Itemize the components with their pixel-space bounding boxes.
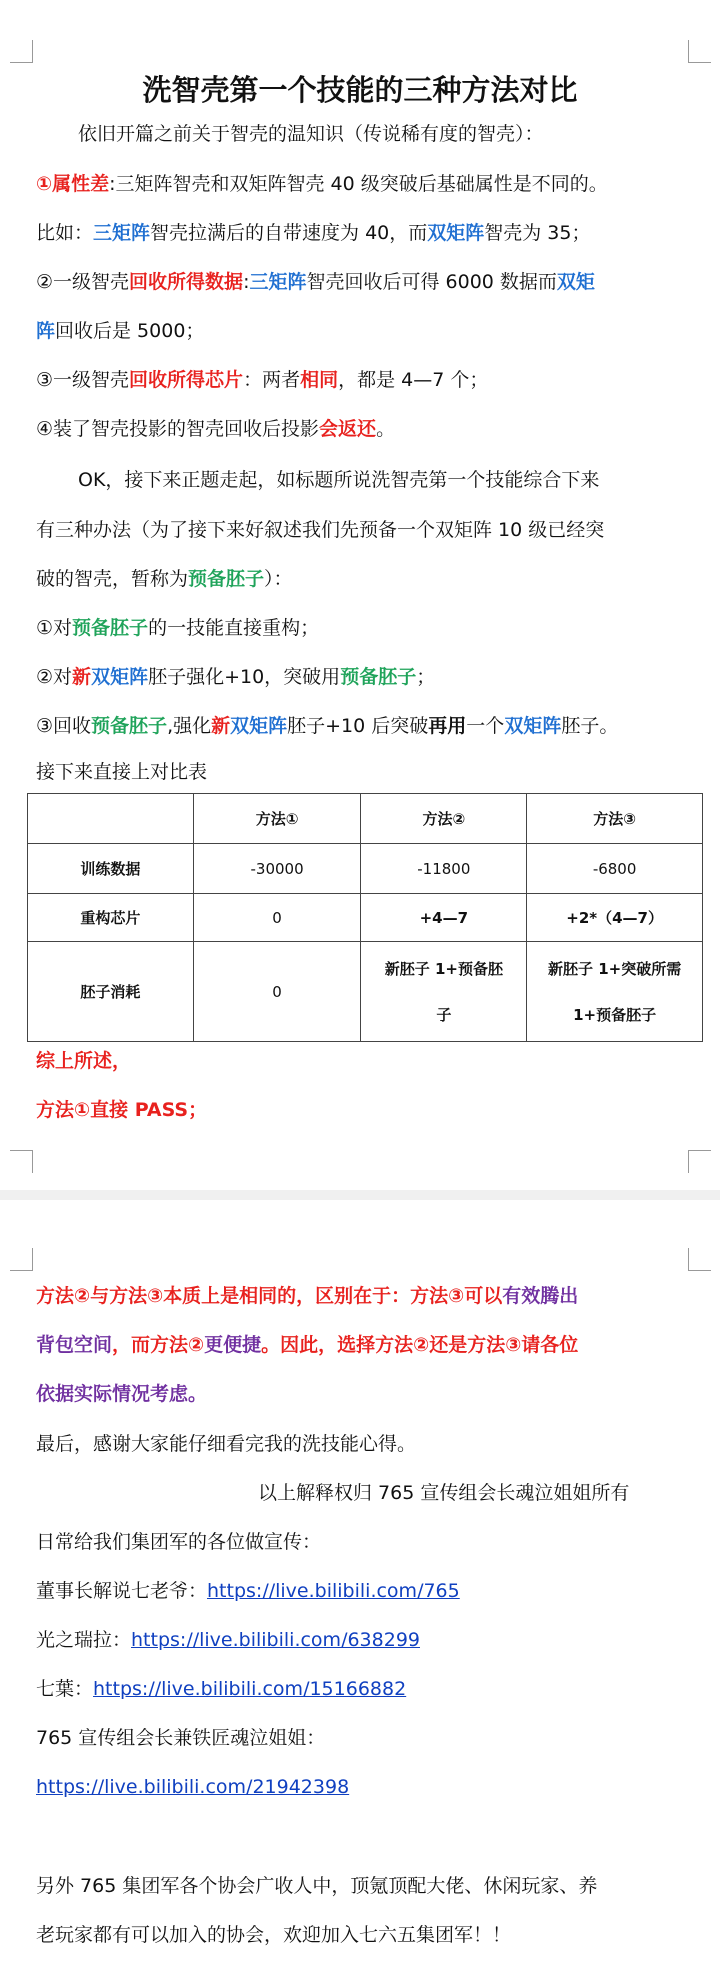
point-3: ③一级智壳回收所得芯片：两者相同，都是 4—7 个；: [36, 369, 489, 391]
page-corner-mark: [10, 1248, 33, 1271]
point-1-number: ①: [36, 173, 53, 195]
table-header-cell: 方法①: [193, 794, 361, 844]
table-row: [28, 894, 703, 942]
table-header-cell: 方法②: [361, 794, 527, 844]
bilibili-link[interactable]: https://live.bilibili.com/15166882: [93, 1678, 407, 1700]
table-row: [28, 942, 703, 1042]
comparison-table: [27, 793, 703, 1042]
promo-link-item: [36, 1773, 349, 1801]
point-4: ④装了智壳投影的智壳回收后投影会返还。: [36, 418, 396, 440]
page-corner-mark: [10, 1150, 33, 1173]
point-2: ②一级智壳回收所得数据:三矩阵智壳回收后可得 6000 数据而双矩: [36, 271, 595, 293]
table-row-label: 训练数据: [28, 844, 194, 894]
promo-link-item: 董事长解说七老爷：https://live.bilibili.com/765: [36, 1580, 460, 1602]
page-corner-mark: [688, 40, 711, 63]
method-2: ②对新双矩阵胚子强化+10，突破用预备胚子；: [36, 666, 436, 688]
table-intro: 接下来直接上对比表: [36, 761, 208, 783]
point-1: [36, 170, 608, 198]
ok-paragraph-line-2: 有三种办法（为了接下来好叙述我们先预备一个双矩阵 10 级已经突: [36, 519, 605, 541]
table-header-cell: 方法③: [527, 794, 703, 844]
promo-link-item: 光之瑞拉：https://live.bilibili.com/638299: [36, 1629, 420, 1651]
table-cell: 新胚子 1+突破所需 1+预备胚子: [527, 942, 703, 1042]
method-1: ①对预备胚子的一技能直接重构；: [36, 617, 320, 639]
table-cell: +2*（4—7）: [527, 894, 703, 942]
table-cell: 0: [193, 942, 361, 1042]
table-cell: +4—7: [361, 894, 527, 942]
bilibili-link[interactable]: https://live.bilibili.com/638299: [131, 1629, 420, 1651]
closing-line-1: 另外 765 集团军各个协会广收人中，顶氪顶配大佬、休闲玩家、养: [36, 1875, 598, 1897]
table-row-label: 胚子消耗: [28, 942, 194, 1042]
promo-text: 日常给我们集团军的各位做宣传：: [36, 1531, 322, 1553]
thanks-text: 最后，感谢大家能仔细看完我的洗技能心得。: [36, 1433, 417, 1455]
bilibili-link[interactable]: https://live.bilibili.com/765: [207, 1580, 460, 1602]
table-cell: -11800: [361, 844, 527, 894]
rights-text: 以上解释权归 765 宣传组会长魂泣姐姐所有: [258, 1482, 630, 1504]
ok-paragraph-line-1: OK，接下来正题走起，如标题所说洗智壳第一个技能综合下来: [78, 469, 600, 491]
table-cell: 新胚子 1+预备胚 子: [361, 942, 527, 1042]
document-title: 洗智壳第一个技能的三种方法对比: [142, 73, 578, 107]
point-1-text: :三矩阵智壳和双矩阵智壳 40 级突破后基础属性是不同的。: [109, 173, 608, 195]
page-corner-mark: [688, 1150, 711, 1173]
conclusion-line-1: 方法②与方法③本质上是相同的，区别在于：方法③可以有效腾出: [36, 1285, 579, 1307]
summary-line-2: 方法①直接 PASS；: [36, 1099, 208, 1121]
method-3: ③回收预备胚子,强化新双矩阵胚子+10 后突破再用一个双矩阵胚子。: [36, 715, 619, 737]
summary-line-1: 综上所述，: [36, 1050, 132, 1072]
bilibili-link[interactable]: https://live.bilibili.com/21942398: [36, 1776, 350, 1798]
intro-text: 依旧开篇之前关于智壳的温知识（传说稀有度的智壳）：: [78, 123, 544, 145]
table-header-row: [28, 794, 703, 844]
page-corner-mark: [688, 1248, 711, 1271]
table-header-cell: [28, 794, 194, 844]
point-2-continued: 阵回收后是 5000；: [36, 320, 205, 342]
page-corner-mark: [10, 40, 33, 63]
table-cell: -30000: [193, 844, 361, 894]
table-cell: -6800: [527, 844, 703, 894]
table-cell: 0: [193, 894, 361, 942]
document-page-2: [0, 1200, 720, 1979]
conclusion-line-3: 依据实际情况考虑。: [36, 1383, 208, 1405]
point-1-example: 比如：三矩阵智壳拉满后的自带速度为 40，而双矩阵智壳为 35；: [36, 222, 591, 244]
conclusion-line-2: 背包空间，而方法②更便捷。因此，选择方法②还是方法③请各位: [36, 1334, 579, 1356]
point-1-keyword: 属性差: [52, 173, 110, 195]
table-row: [28, 844, 703, 894]
ok-paragraph-line-3: 破的智壳，暂称为预备胚子）：: [36, 568, 293, 590]
table-row-label: 重构芯片: [28, 894, 194, 942]
closing-line-2: 老玩家都有可以加入的协会，欢迎加入七六五集团军！！: [36, 1924, 512, 1946]
promo-link-label: 765 宣传组会长兼铁匠魂泣姐姐：: [36, 1727, 326, 1749]
promo-link-item: 七葉：https://live.bilibili.com/15166882: [36, 1678, 407, 1700]
